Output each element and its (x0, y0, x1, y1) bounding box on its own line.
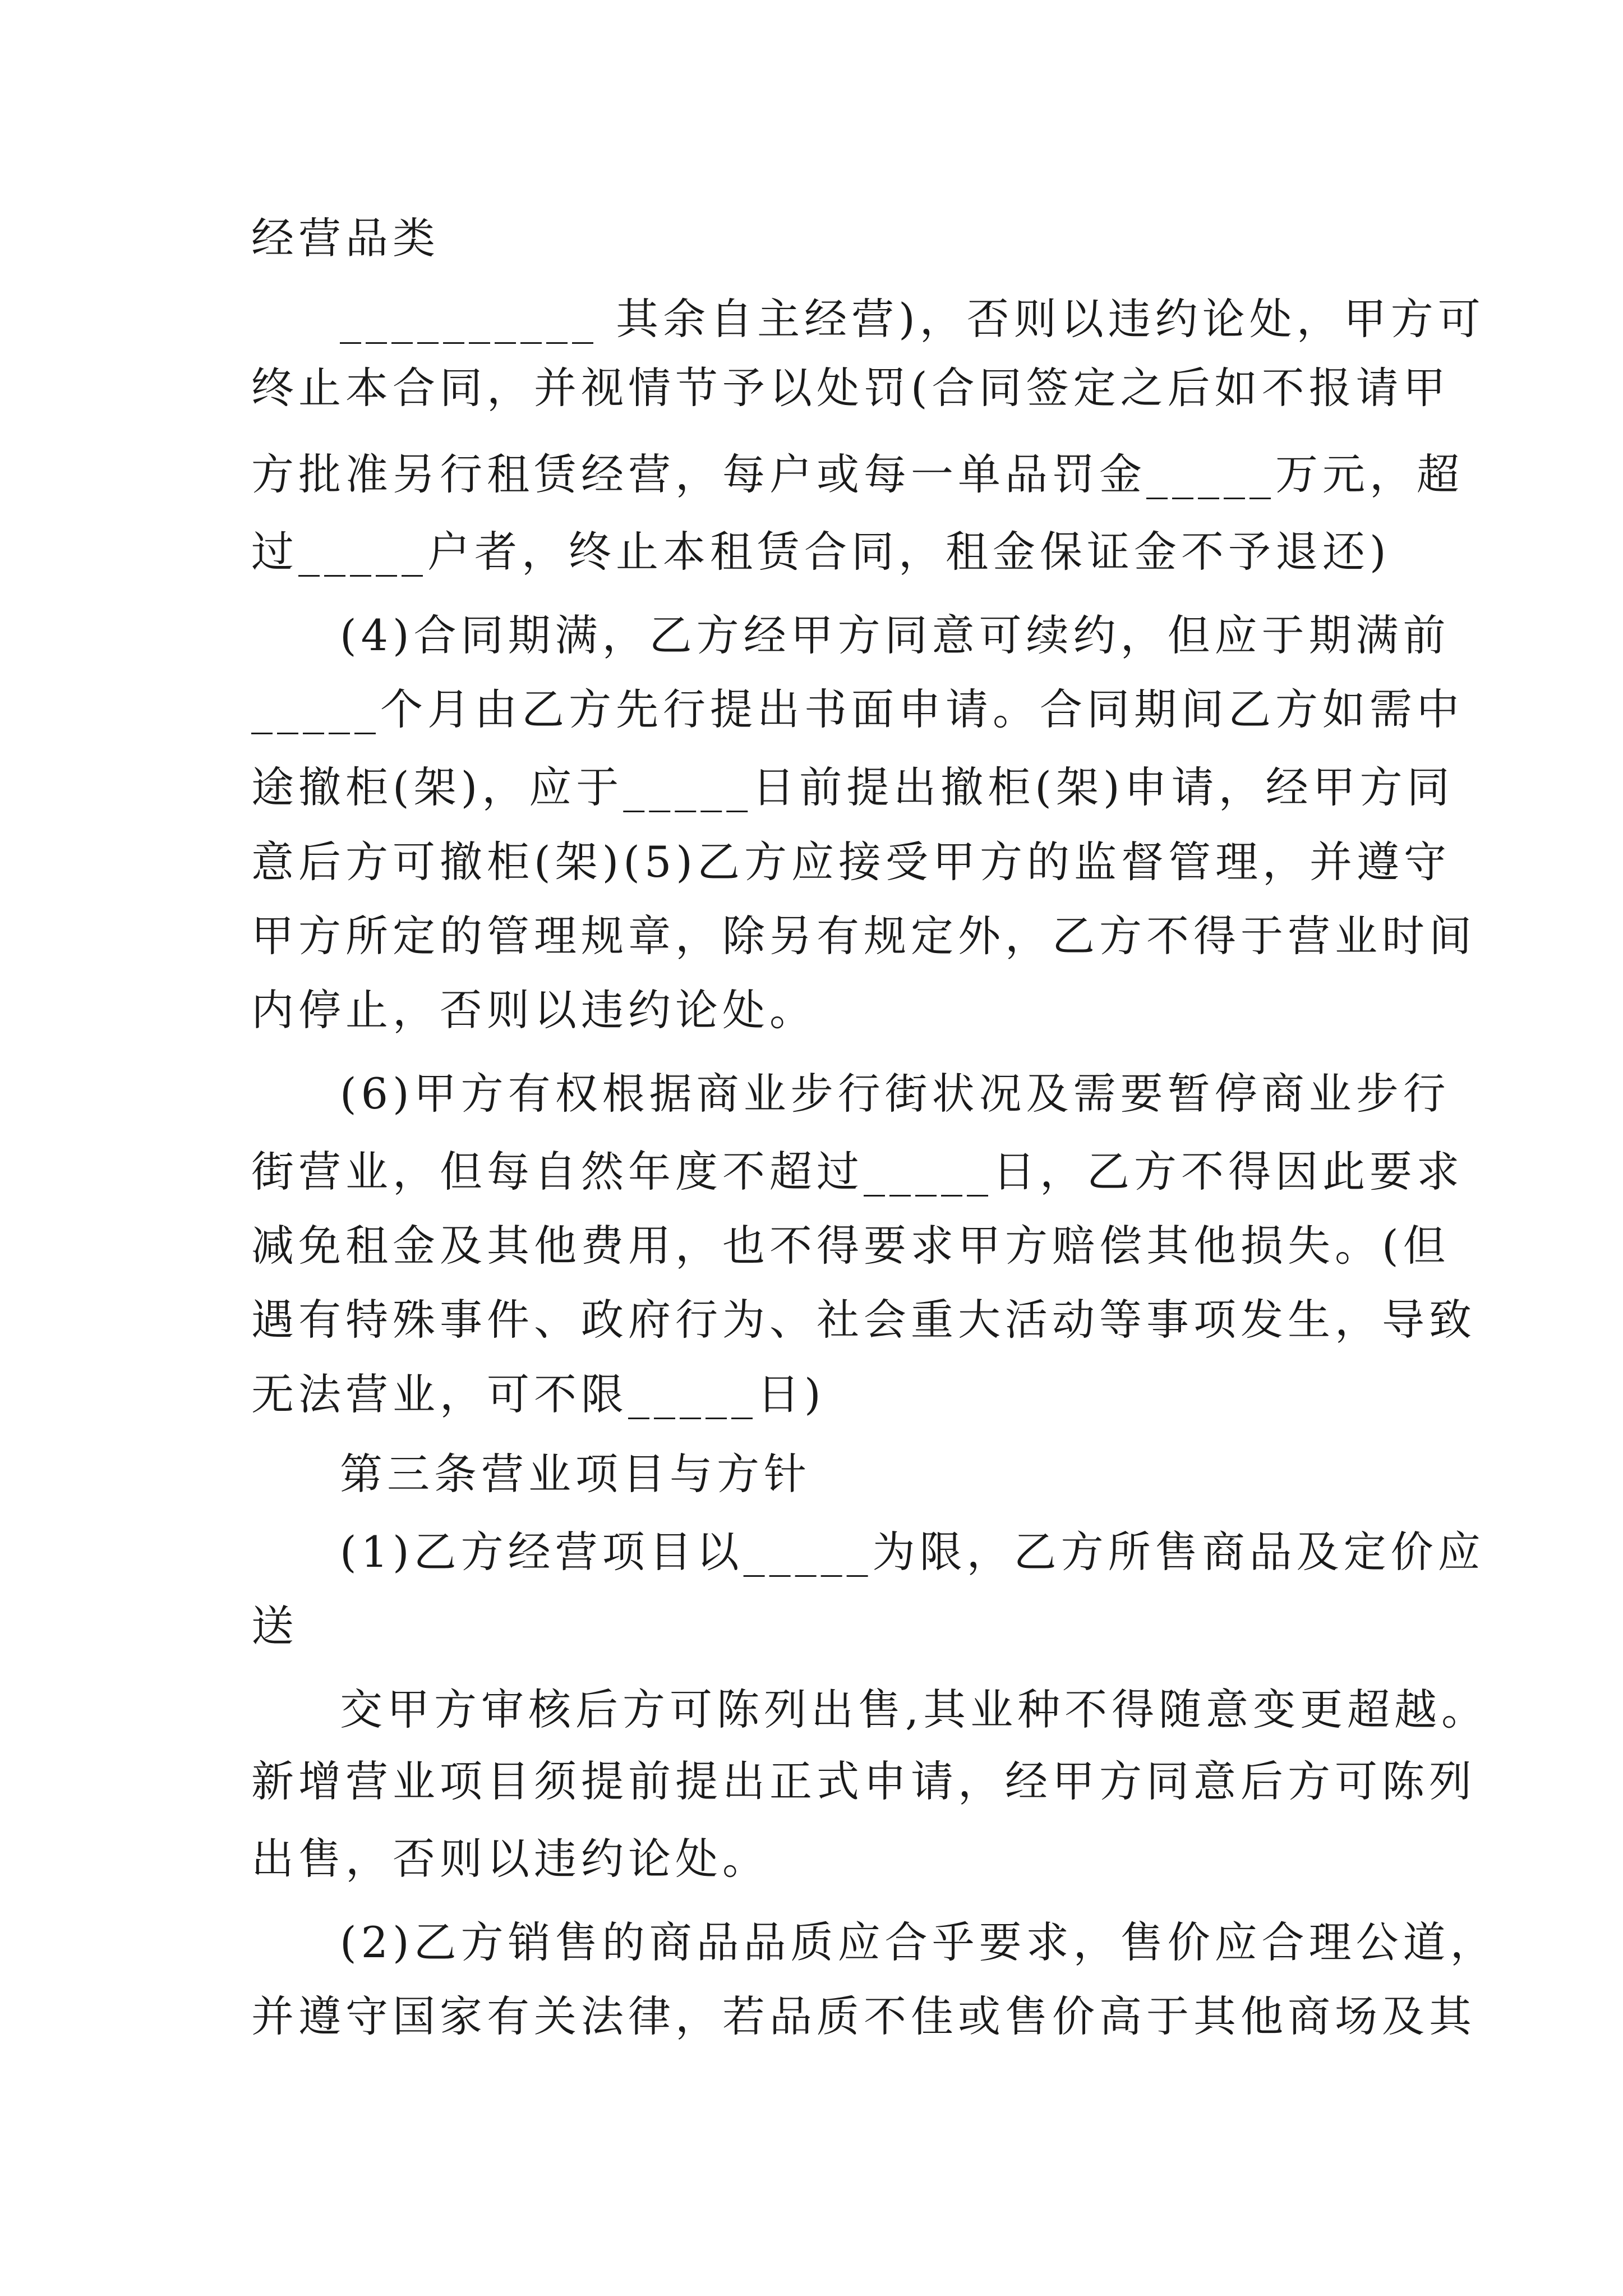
text-line: 方批准另行租赁经营，每户或每一单品罚金_____万元，超 (251, 449, 1464, 499)
text-line: 遇有特殊事件、政府行为、社会重大活动等事项发生，导致 (251, 1295, 1476, 1345)
text-line: 减免租金及其他费用，也不得要求甲方赔偿其他损失。(但 (251, 1221, 1450, 1271)
text-line: 交甲方审核后方可陈列出售,其业种不得随意变更超越。 (340, 1685, 1489, 1734)
text-line: 并遵守国家有关法律，若品质不佳或售价高于其他商场及其 (251, 1991, 1476, 2041)
text-line: _____个月由乙方先行提出书面申请。合同期间乙方如需中 (251, 684, 1464, 734)
text-line: 途撤柜(架)，应于_____日前提出撤柜(架)申请，经甲方同 (251, 762, 1454, 812)
text-line: 出售，否则以违约论处。 (251, 1834, 769, 1884)
text-line: 新增营业项目须提前提出正式申请，经甲方同意后方可陈列 (251, 1756, 1476, 1806)
text-line: 过_____户者，终止本租赁合同，租金保证金不予退还) (251, 527, 1391, 577)
text-line: 终止本合同，并视情节予以处罚(合同签定之后如不报请甲 (251, 363, 1450, 413)
text-line: (4)合同期满，乙方经甲方同意可续约，但应于期满前 (340, 610, 1450, 660)
text-line: (2)乙方销售的商品品质应合乎要求，售价应合理公道， (340, 1917, 1497, 1967)
text-line: 第三条营业项目与方针 (340, 1449, 811, 1499)
text-line: (6)甲方有权根据商业步行街状况及需要暂停商业步行 (340, 1069, 1450, 1119)
text-line: (1)乙方经营项目以_____为限，乙方所售商品及定价应 (340, 1527, 1485, 1577)
text-line: 无法营业，可不限_____日) (251, 1369, 826, 1419)
text-line: 送 (251, 1601, 298, 1651)
text-line: 意后方可撤柜(架)(5)乙方应接受甲方的监督管理，并遵守 (251, 837, 1451, 887)
text-line: 内停止，否则以违约论处。 (251, 985, 817, 1035)
text-line: 街营业，但每自然年度不超过_____日，乙方不得因此要求 (251, 1147, 1464, 1197)
text-line: 甲方所定的管理规章，除另有规定外，乙方不得于营业时间 (251, 911, 1476, 961)
text-line: __________ 其余自主经营)，否则以违约论处，甲方可 (340, 294, 1485, 344)
text-line: 经营品类 (251, 213, 440, 263)
